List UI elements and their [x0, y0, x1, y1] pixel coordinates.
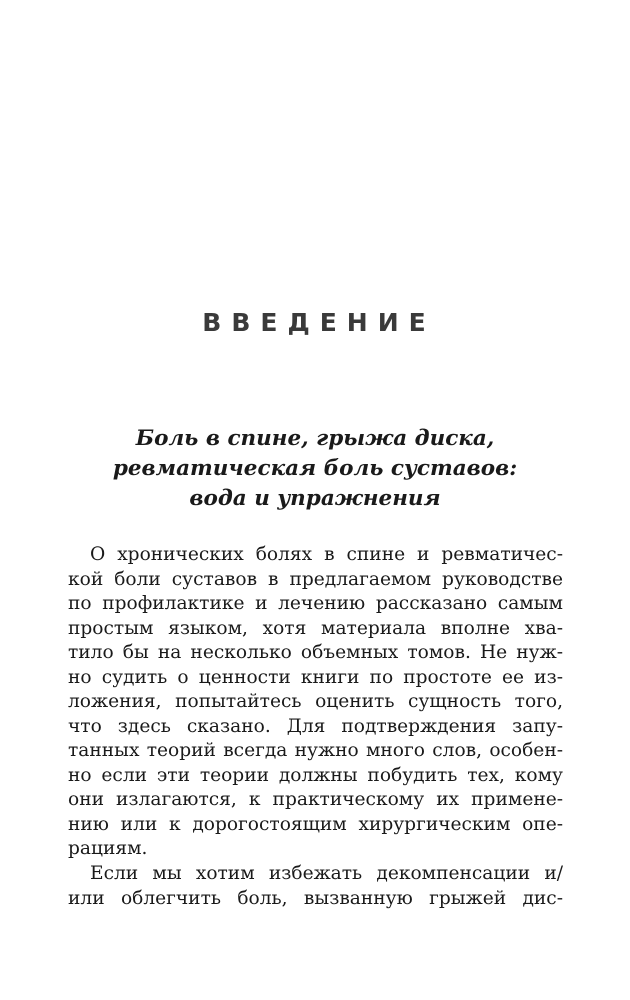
text-line: простым языком, хотя материала вполне хва- — [68, 617, 563, 639]
paragraph-2 — [68, 862, 563, 911]
text-line: рациям. — [68, 838, 148, 859]
text-line: что здесь сказано. Для подтверждения запу- — [68, 715, 563, 737]
text-line: ложения, попытайтесь оценить сущность того, — [68, 691, 563, 712]
text-line: кой боли суставов в предлагаемом руководстве — [68, 568, 563, 590]
section-subtitle — [60, 424, 570, 514]
text-line: танных теорий всегда нужно много слов, особен- — [68, 740, 563, 761]
text-line: они излагаются, к практическому их примене- — [68, 789, 563, 810]
text-line: но если эти теории должны побудить тех, кому — [68, 764, 563, 786]
text-line: но судить о ценности книги по простоте ее из- — [68, 666, 563, 688]
text-line: или облегчить боль, вызванную грыжей дис- — [68, 887, 563, 909]
paragraph-1 — [68, 543, 563, 862]
text-line: О хронических болях в спине и ревматичес- — [90, 544, 563, 565]
text-line: нию или к дорогостоящим хирургическим опе- — [68, 813, 563, 835]
text-line: Если мы хотим избежать декомпенсации и/ — [90, 863, 563, 884]
chapter-title: ВВЕДЕНИЕ — [202, 308, 436, 337]
text-line: тило бы на несколько объемных томов. Не нуж- — [68, 642, 563, 663]
subtitle-line: Боль в спине, грыжа диска, — [135, 426, 495, 451]
text-line: по профилактике и лечению рассказано самым — [68, 593, 563, 614]
subtitle-line: вода и упражнения — [189, 486, 441, 511]
subtitle-line: ревматическая боль суставов: — [112, 456, 518, 481]
